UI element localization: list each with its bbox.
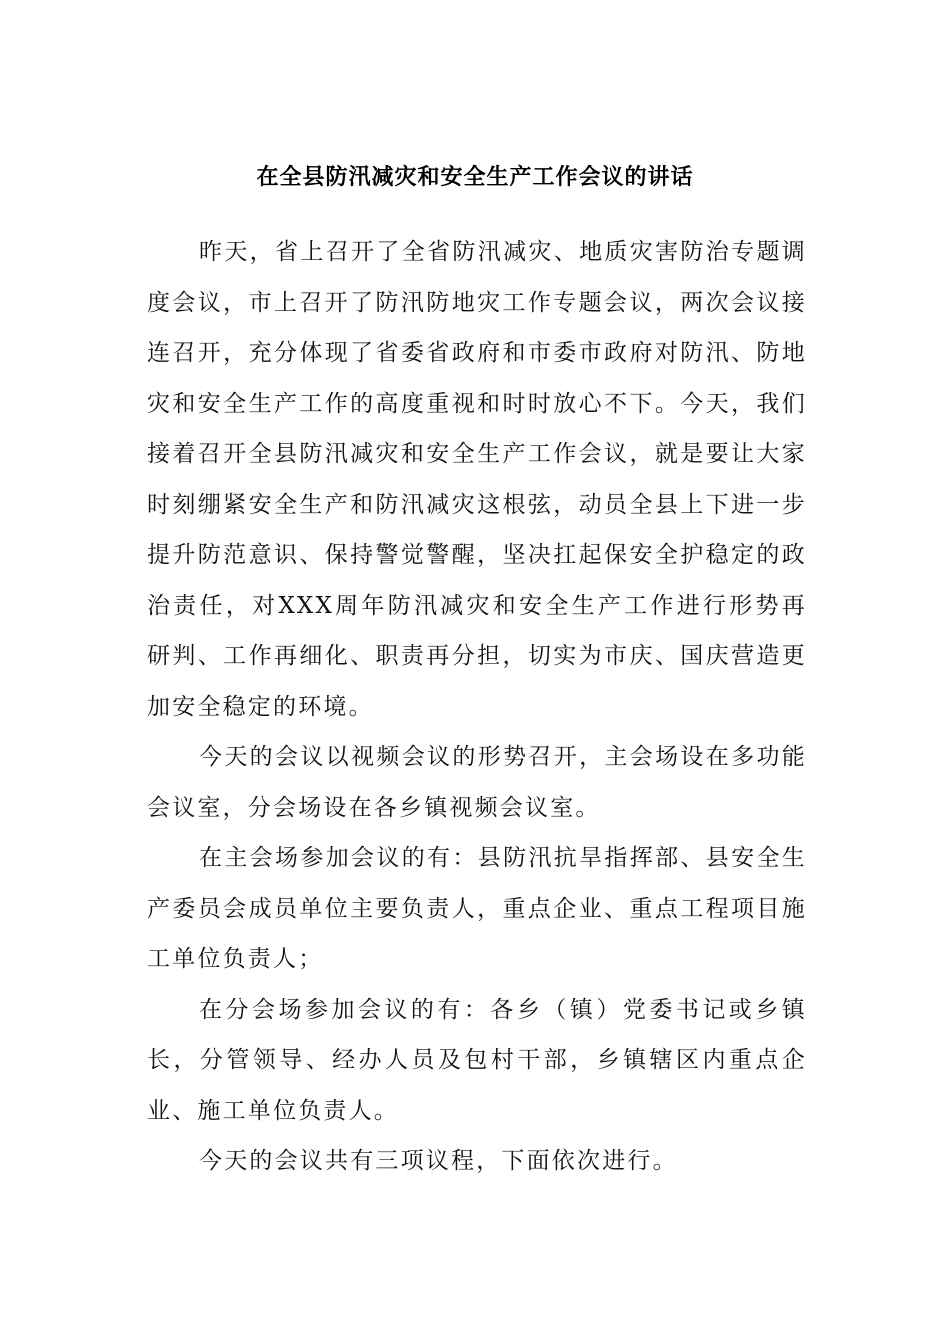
document-body (147, 227, 807, 1187)
paragraph-4: 在分会场参加会议的有：各乡（镇）党委书记或乡镇长，分管领导、经办人员及包村干部，乡镇辖区内重点企业、施工单位负责人。 (147, 996, 807, 1124)
paragraph-3: 在主会场参加会议的有：县防汛抗旱指挥部、县安全生产委员会成员单位主要负责人，重点企业、重点工程项目施工单位负责人； (147, 845, 807, 972)
paragraph-5: 今天的会议共有三项议程，下面依次进行。 (199, 1148, 678, 1174)
document-title: 在全县防汛减灾和安全生产工作会议的讲话 (256, 164, 694, 190)
paragraph-1: 昨天，省上召开了全省防汛减灾、地质灾害防治专题调度会议，市上召开了防汛防地灾工作专题会议，两次会议接连召开，充分体现了省委省政府和市委市政府对防汛、防地灾和安全生产工作的高度重视和时时放心不下。今天，我们接着召开全县防汛减灾和安全生产工作会议，就是要让大家时刻绷紧安全生产和防汛减灾这根弦，动员全县上下进一步提升防范意识、保持警觉警醒，坚决扛起保安全护稳定的政治责任，对XXX周年防汛减灾和安全生产工作进行形势再研判、工作再细化、职责再分担，切实为市庆、国庆营造更加安全稳定的环境。 (147, 239, 807, 720)
paragraph-2: 今天的会议以视频会议的形势召开，主会场设在多功能会议室，分会场设在各乡镇视频会议室。 (147, 744, 807, 821)
